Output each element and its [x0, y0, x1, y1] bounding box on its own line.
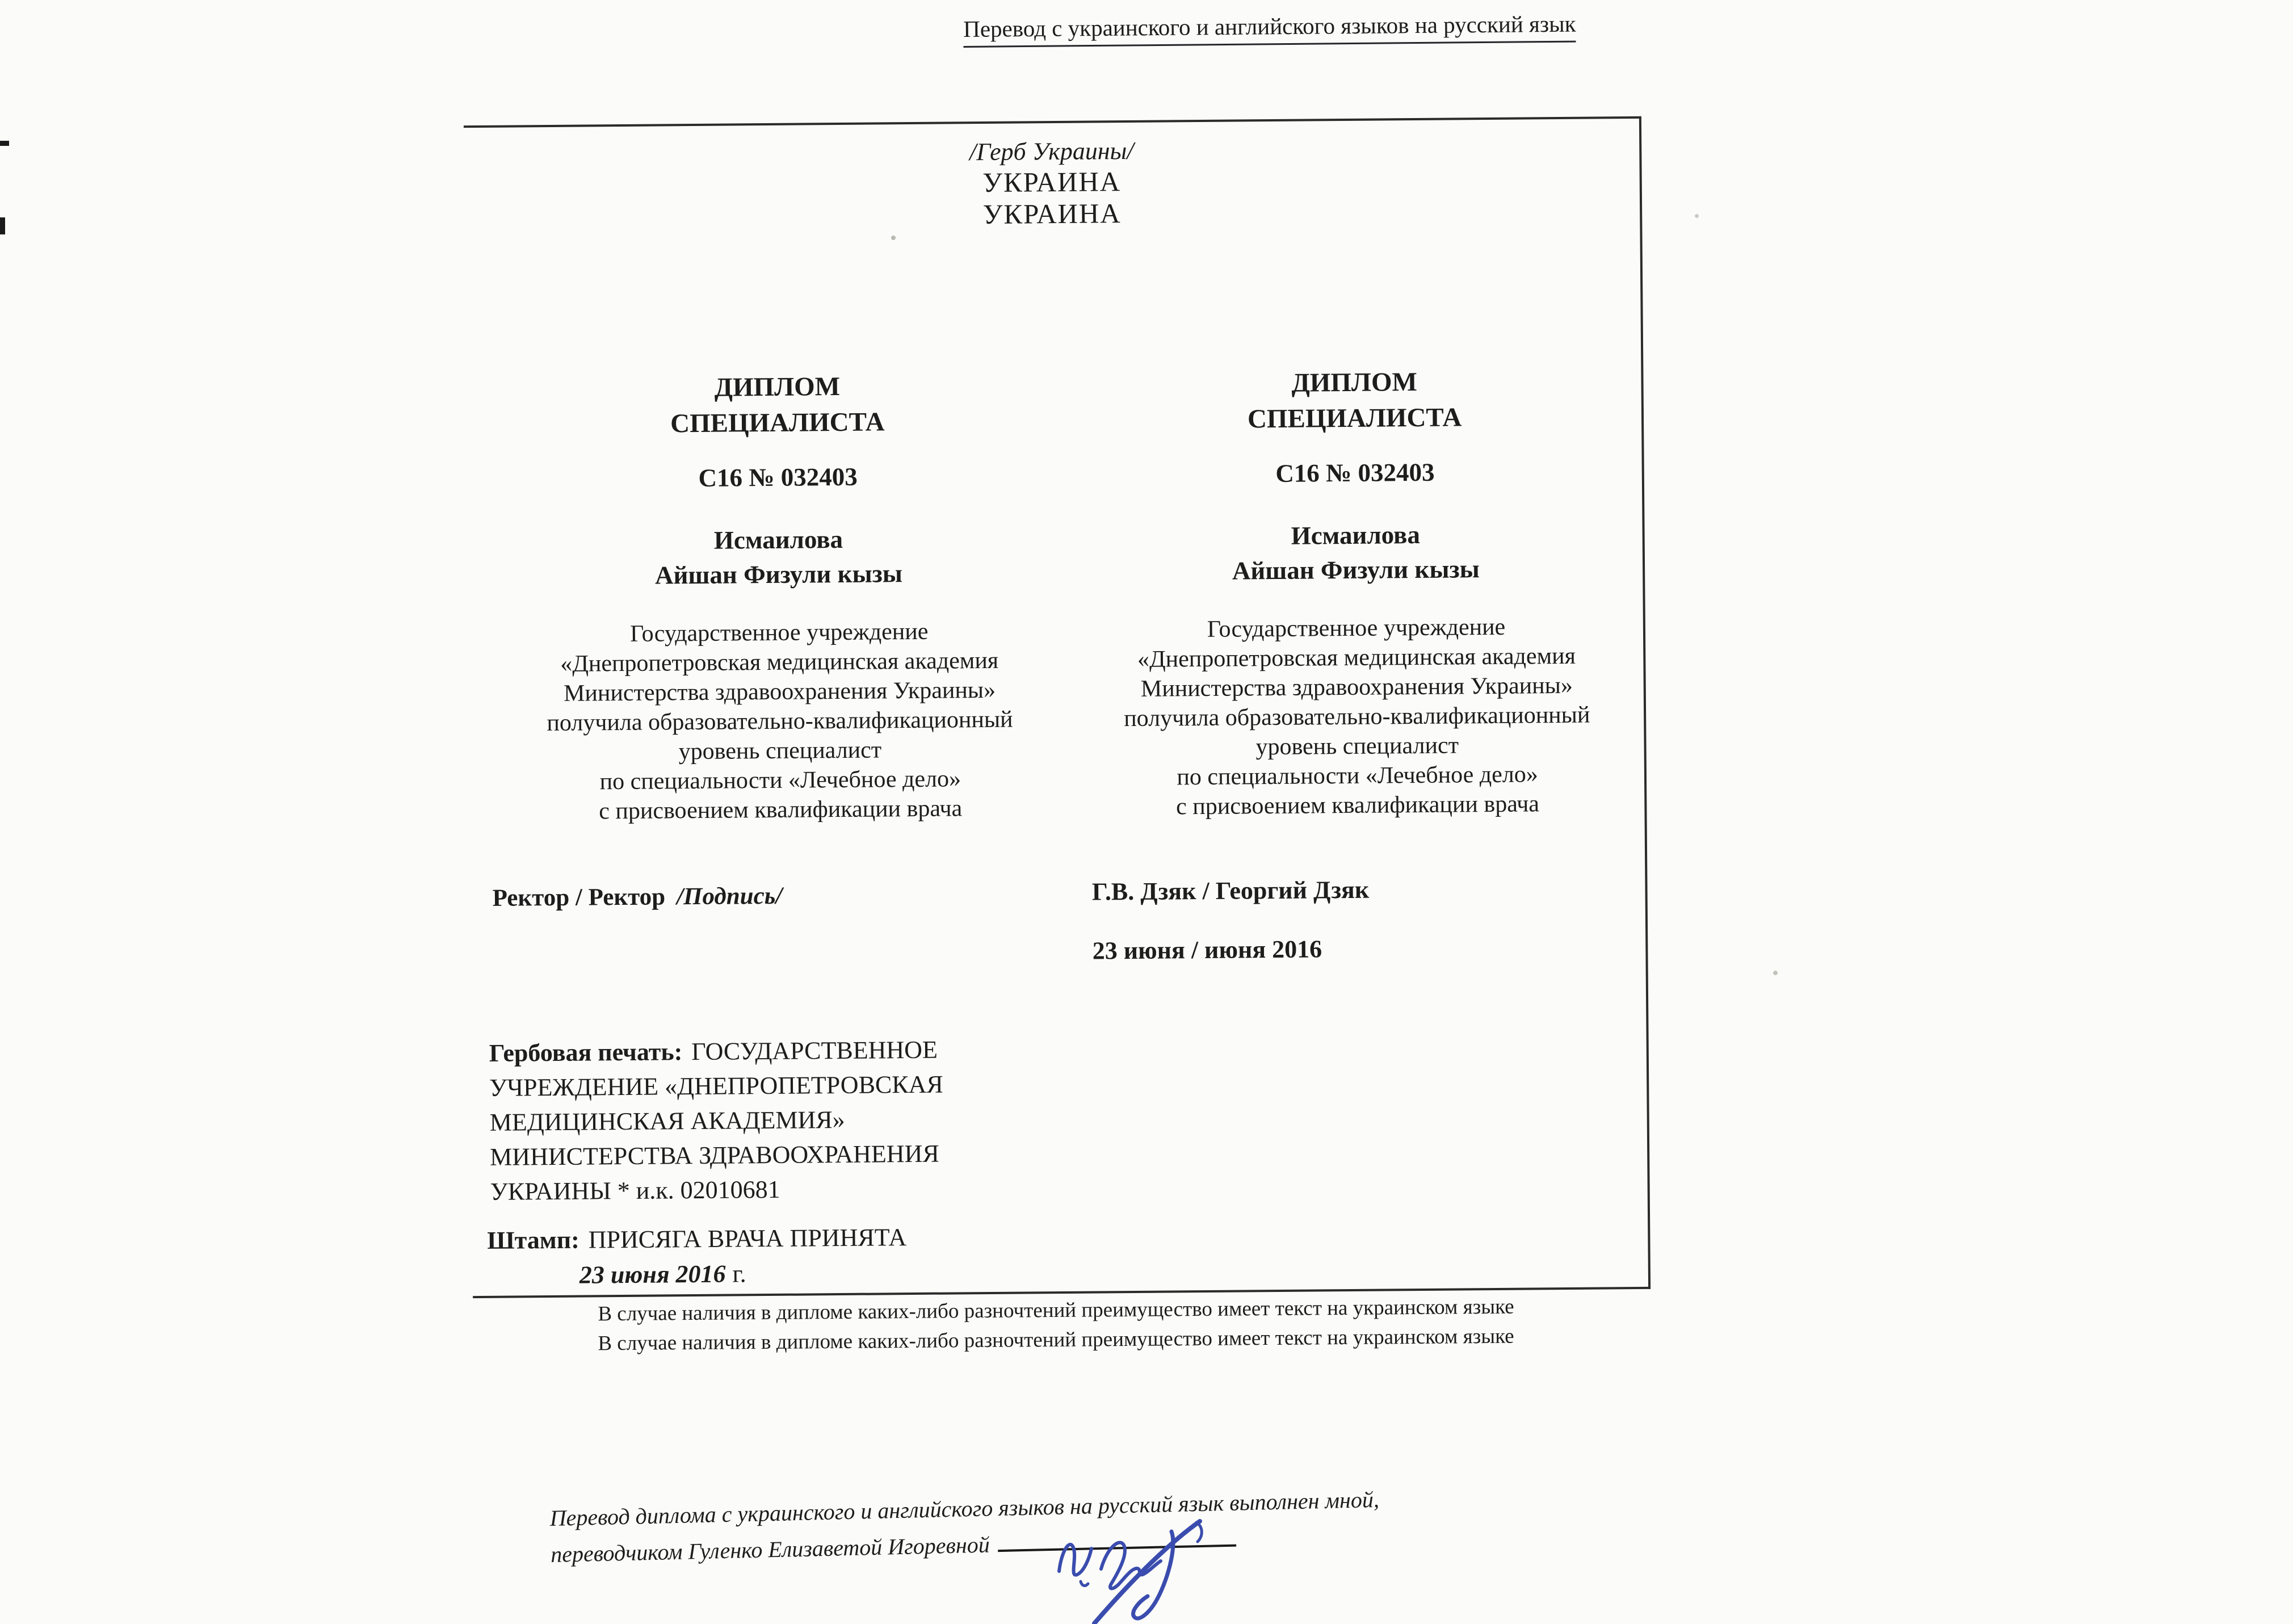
coat-of-arms-note: /Герб Украины/ — [969, 136, 1134, 166]
country-name-line1: УКРАИНА — [982, 166, 1122, 199]
stamp-line — [487, 1220, 906, 1258]
rector-label: Ректор / Ректор — [492, 883, 666, 912]
graduate-surname: Исмаилова — [1291, 520, 1421, 550]
body-line: по специальности «Лечебное дело» — [1177, 761, 1538, 791]
official-seal-transcription — [489, 1033, 944, 1209]
diploma-title-line2: СПЕЦИАЛИСТА — [1247, 402, 1462, 434]
translation-direction-text: Перевод с украинского и английского языков на русский язык — [963, 10, 1576, 48]
body-line: «Днепропетровская медицинская академия — [560, 647, 999, 677]
body-line: по специальности «Лечебное дело» — [599, 766, 961, 795]
graduate-name-right — [1069, 516, 1643, 590]
graduate-name-left — [467, 521, 1090, 595]
translator-name-text: переводчиком Гуленко Елизаветой Игоревной — [550, 1531, 990, 1567]
precedence-note-2: В случае наличия в дипломе каких-либо разночтений преимущество имеет текст на украинском языке — [598, 1324, 1514, 1356]
issue-date-line: 23 июня / июня 2016 — [1092, 935, 1322, 965]
scan-speck — [1773, 971, 1778, 975]
diploma-title-line2: СПЕЦИАЛИСТА — [670, 407, 885, 439]
graduate-given-names: Айшан Физули кызы — [654, 559, 903, 590]
translator-attestation — [549, 1482, 1380, 1573]
seal-text: ГОСУДАРСТВЕННОЕ — [691, 1035, 938, 1066]
graduate-surname: Исмаилова — [713, 524, 843, 555]
seal-line: МЕДИЦИНСКАЯ АКАДЕМИЯ» — [489, 1105, 845, 1136]
translation-direction-header — [963, 10, 1576, 48]
stamp-label: Штамп: — [487, 1226, 579, 1254]
body-line: Государственное учреждение — [1207, 614, 1506, 643]
body-line: с присвоением квалификации врача — [1175, 791, 1540, 820]
stamp-text: ПРИСЯГА ВРАЧА ПРИНЯТА — [588, 1223, 907, 1254]
signature-placeholder-note: /Подпись/ — [676, 882, 783, 910]
diploma-number-right: С16 № 032403 — [1275, 458, 1435, 488]
oath-stamp-transcription — [487, 1220, 907, 1294]
attestation-line1: Перевод диплома с украинского и английского языков на русский язык выполнен мной, — [549, 1486, 1380, 1531]
country-name-line2: УКРАИНА — [982, 198, 1122, 230]
diploma-title-line1: ДИПЛОМ — [714, 371, 841, 402]
diploma-column-right — [1065, 119, 1648, 1291]
body-line: Государственное учреждение — [629, 618, 929, 647]
body-line: получила образовательно-квалификационный — [547, 706, 1013, 737]
diploma-title-line1: ДИПЛОМ — [1291, 367, 1418, 398]
diploma-title-right — [1068, 363, 1642, 439]
body-line: с присвоением квалификации врача — [599, 795, 963, 825]
scan-speck — [0, 217, 5, 234]
seal-label: Гербовая печать: — [489, 1038, 683, 1067]
diploma-title-left — [465, 367, 1089, 444]
rector-signature-line — [492, 882, 782, 912]
diploma-number-left: С16 № 032403 — [698, 462, 858, 492]
seal-line: УЧРЕЖДЕНИЕ «ДНЕПРОПЕТРОВСКАЯ — [489, 1070, 943, 1102]
rector-name-line: Г.В. Дзяк / Георгий Дзяк — [1091, 875, 1370, 906]
stamp-date-line — [579, 1255, 907, 1293]
diploma-translation-box — [464, 116, 1651, 1298]
diploma-body-right — [1069, 611, 1644, 823]
seal-line: МИНИСТЕРСТВА ЗДРАВООХРАНЕНИЯ — [490, 1139, 939, 1171]
body-line: «Днепропетровская медицинская академия — [1137, 643, 1576, 673]
translator-signature — [1051, 1512, 1244, 1624]
seal-line: УКРАИНЫ * и.к. 02010681 — [490, 1175, 780, 1206]
seal-line — [489, 1033, 943, 1071]
scan-speck — [0, 141, 9, 146]
graduate-given-names: Айшан Физули кызы — [1232, 555, 1480, 585]
body-line: Министерства здравоохранения Украины» — [1140, 672, 1573, 702]
body-line: получила образовательно-квалификационный — [1124, 702, 1590, 732]
body-line: уровень специалист — [678, 737, 882, 765]
body-line: уровень специалист — [1255, 732, 1459, 761]
precedence-note-1: В случае наличия в дипломе каких-либо разночтений преимущество имеет текст на украинском языке — [598, 1295, 1514, 1326]
scan-speck — [1695, 214, 1699, 218]
stamp-date: 23 июня 2016 — [579, 1260, 726, 1289]
diploma-body-left — [468, 616, 1092, 828]
stamp-date-suffix: г. — [732, 1260, 746, 1288]
body-line: Министерства здравоохранения Украины» — [563, 677, 996, 707]
